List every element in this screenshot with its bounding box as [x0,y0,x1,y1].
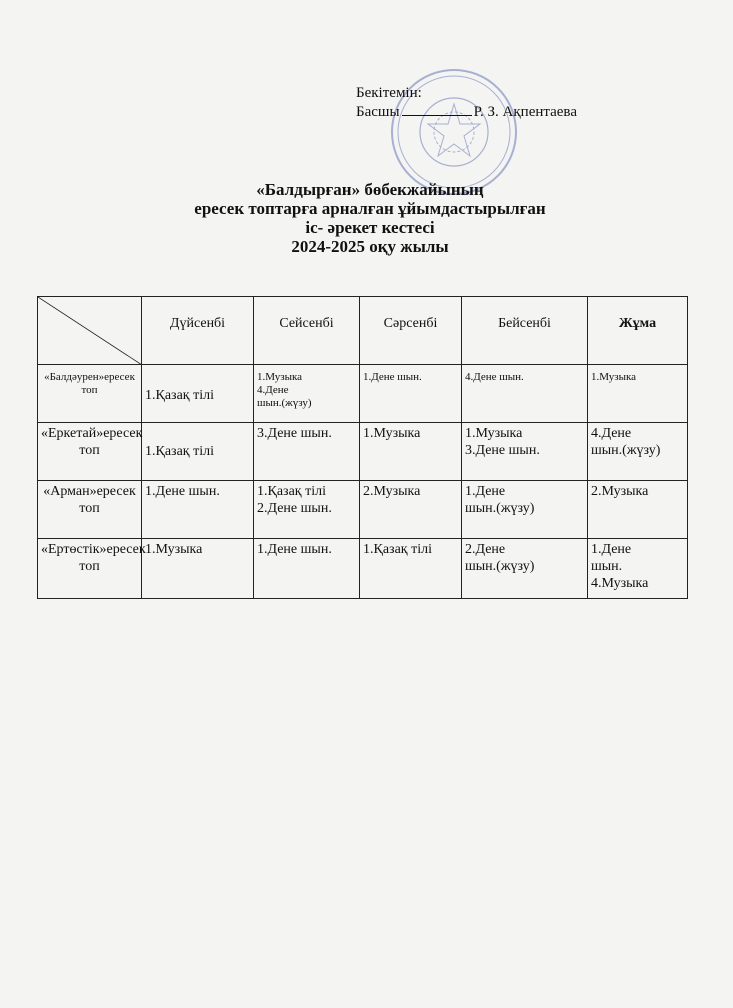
table-cell: 1.Дене шын. [254,539,360,599]
table-cell: 1.Дене шын. 4.Музыка [588,539,688,599]
table-cell: 2.Музыка [588,481,688,539]
table-cell: 4.Дене шын. [462,365,588,423]
table-row [38,365,688,423]
title-line-3: іс- әрекет кестесі [305,218,435,237]
table-cell: 1.Музыка [588,365,688,423]
table-row [38,539,688,599]
table-cell: 1.Қазақ тілі 2.Дене шын. [254,481,360,539]
table-cell: 1.Музыка 3.Дене шын. [462,423,588,481]
table-row [38,423,688,481]
table-cell: 1.Музыка [142,539,254,599]
table-cell: 3.Дене шын. [254,423,360,481]
header-tuesday: Сейсенбі [254,297,360,365]
approval-block [356,84,577,122]
table-cell: 1.Дене шын. [360,365,462,423]
title-line-4: 2024-2025 оқу жылы [291,237,449,256]
table-cell: 4.Дене шын.(жүзу) [588,423,688,481]
approval-heading: Бекітемін: [356,85,422,101]
table-cell: 1.Музыка [360,423,462,481]
signature-blank [402,103,472,116]
table-cell: 1.Музыка 4.Дене шын.(жүзу) [254,365,360,423]
title-line-1: «Балдырған» бөбекжайының [256,180,484,199]
table-cell: 1.Қазақ тілі [360,539,462,599]
table-cell: 1.Қазақ тілі [142,423,254,481]
header-wednesday: Сәрсенбі [360,297,462,365]
corner-cell [38,297,142,365]
title-line-2: ересек топтарға арналған ұйымдастырылған [194,199,546,218]
document-title [120,180,620,256]
table-cell: 1.Дене шын. [142,481,254,539]
table-cell: 2.Музыка [360,481,462,539]
approval-label: Басшы [356,104,400,120]
table-cell: 1.Дене шын.(жүзу) [462,481,588,539]
table-cell: 1.Қазақ тілі [142,365,254,423]
approval-name: Р. З. Ақпентаева [473,104,577,120]
group-name: «Еркетай»ересек топ [38,423,142,481]
schedule-table [37,296,688,599]
group-name: «Балдәурен»ересек топ [38,365,142,423]
table-header-row [38,297,688,365]
table-cell: 2.Дене шын.(жүзу) [462,539,588,599]
diagonal-line [38,297,142,365]
header-friday: Жұма [588,297,688,365]
header-monday: Дүйсенбі [142,297,254,365]
header-thursday: Бейсенбі [462,297,588,365]
approval-signature-line [356,103,577,122]
table-row [38,481,688,539]
group-name: «Ертөстік»ересек топ [38,539,142,599]
group-name: «Арман»ересек топ [38,481,142,539]
